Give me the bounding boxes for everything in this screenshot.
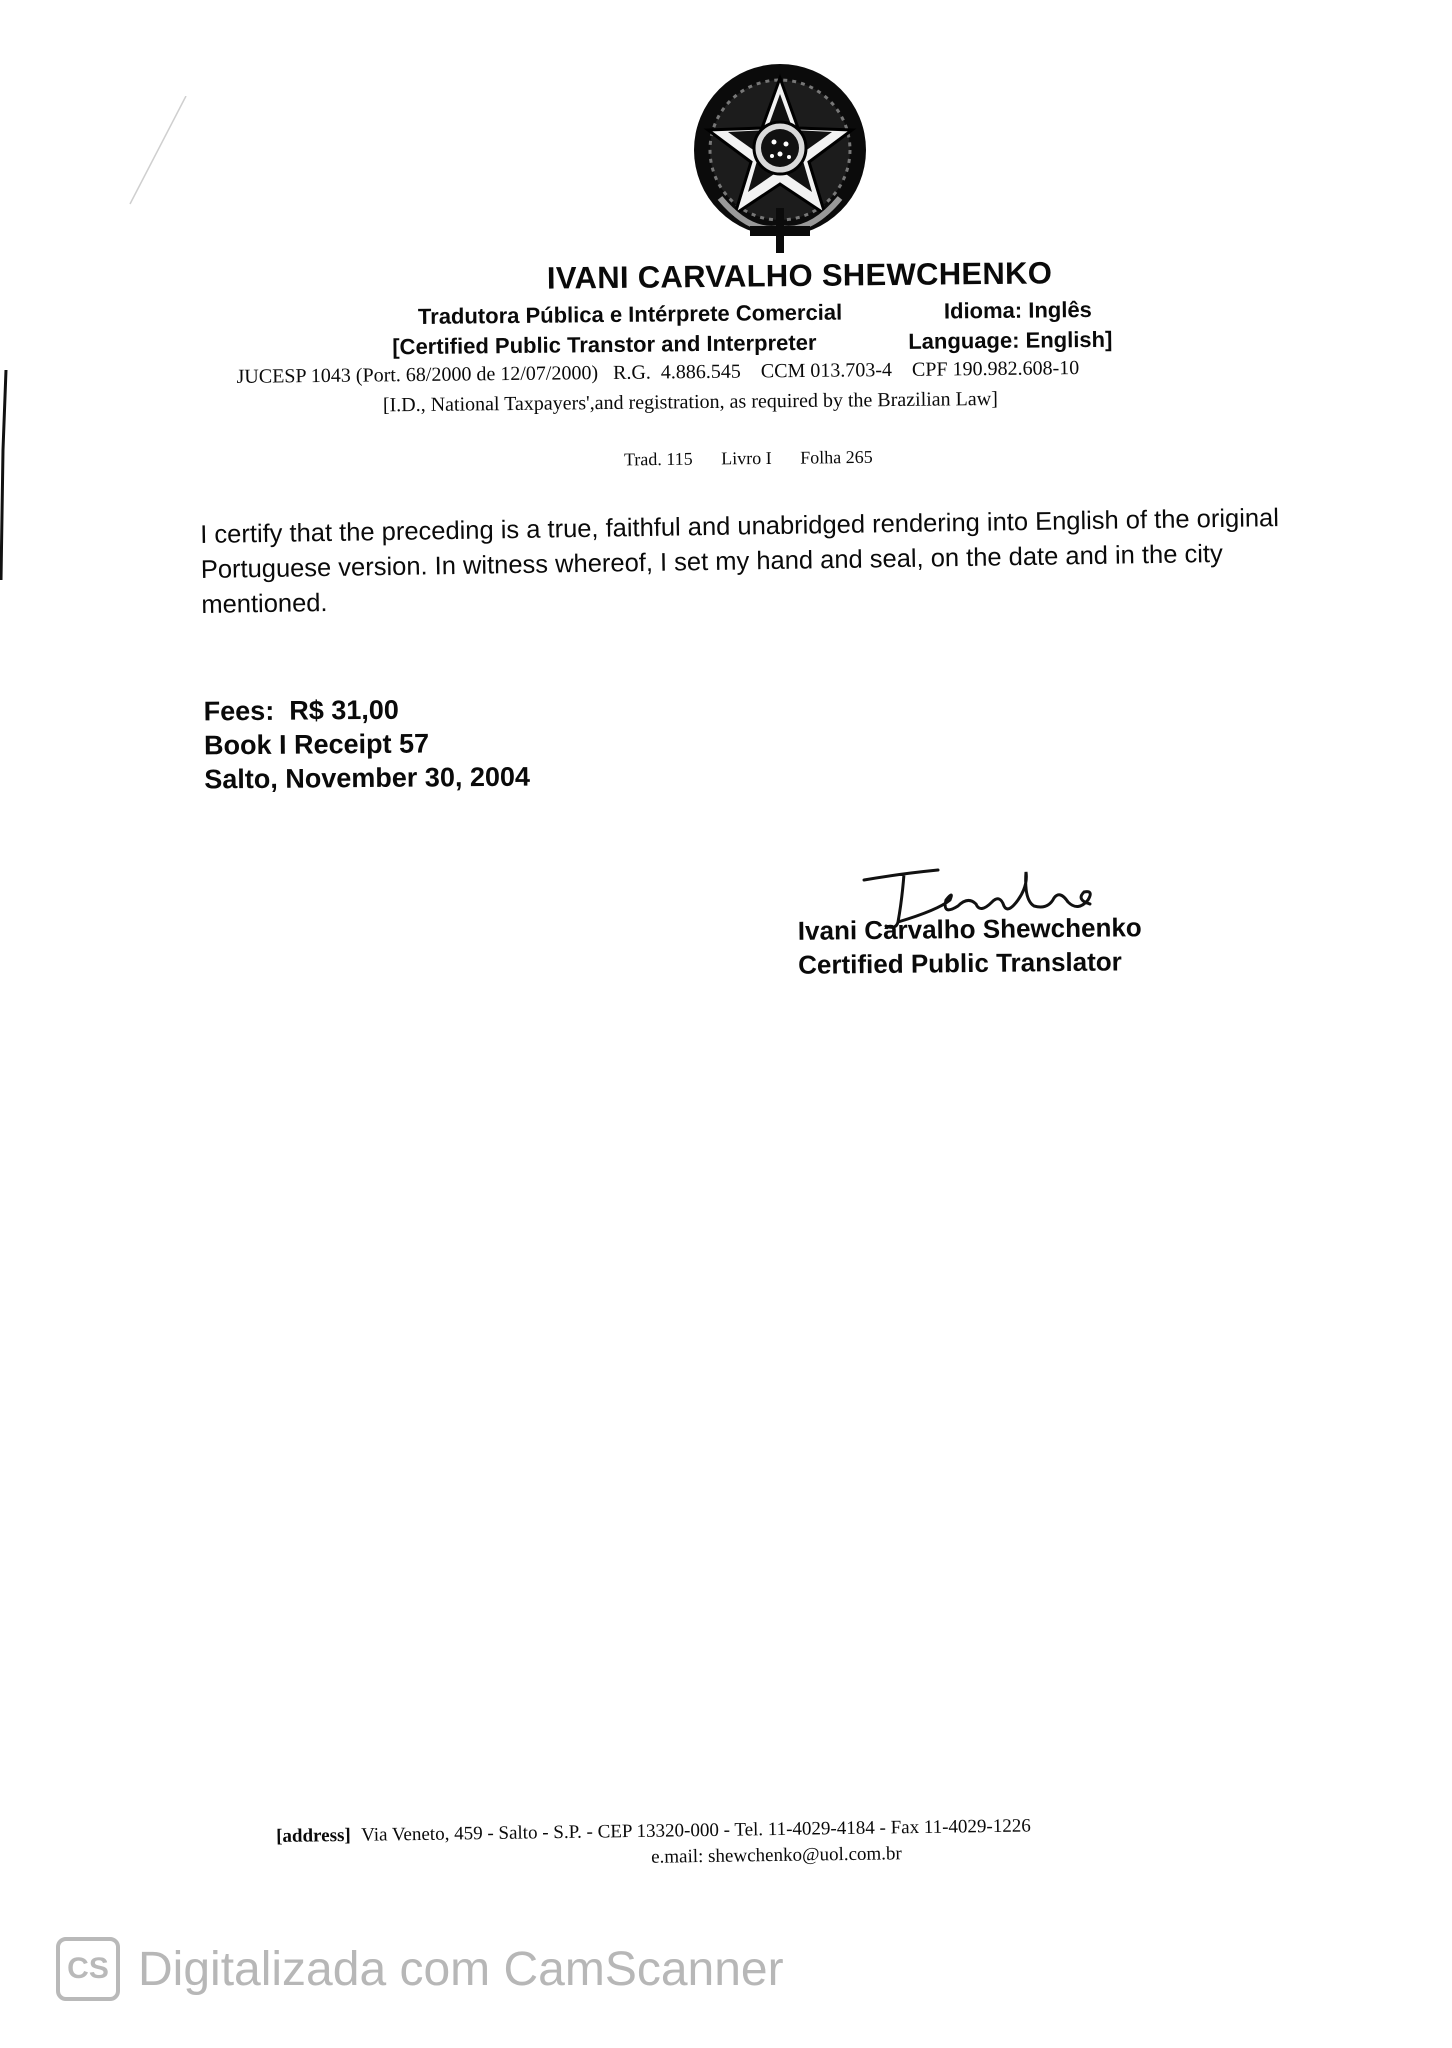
language-english: Language: English] bbox=[908, 326, 1113, 354]
scan-edge-mark bbox=[0, 370, 10, 580]
language-portuguese: Idioma: Inglês bbox=[943, 296, 1092, 324]
camscanner-watermark bbox=[56, 1935, 784, 2003]
certification-paragraph: I certify that the preceding is a true, faithful and unabridged rendering into English of the original Portuguese version. In witness whereof, I set my hand and seal, on the date and in the city mentioned. bbox=[200, 504, 1280, 619]
coat-of-arms-seal bbox=[690, 58, 870, 258]
camscanner-logo-icon: CS bbox=[56, 1937, 120, 2001]
folha-number: Folha 265 bbox=[800, 446, 873, 468]
registry-note: [I.D., National Taxpayers',and registration, as required by the Brazilian Law] bbox=[382, 387, 998, 417]
title-portuguese: Tradutora Pública e Intérprete Comercial bbox=[417, 299, 843, 329]
footer-contact bbox=[276, 1812, 1277, 1874]
signatory-block bbox=[798, 910, 1143, 982]
fees-block bbox=[204, 692, 531, 797]
trad-number: Trad. 115 bbox=[623, 448, 693, 470]
registry-numbers: JUCESP 1043 (Port. 68/2000 de 12/07/2000) R.G. 4.886.545 CCM 013.703-4 CPF 190.982.608-10 bbox=[236, 357, 1080, 388]
scan-edge-faint bbox=[128, 96, 188, 206]
fees-amount: Fees: R$ 31,00 bbox=[203, 694, 399, 727]
translation-reference bbox=[624, 447, 897, 471]
address-label: [address] bbox=[276, 1824, 351, 1847]
address-text: Via Veneto, 459 - Salto - S.P. - CEP 13320-000 - Tel. 11-4029-4184 - Fax 11-4029-1226 bbox=[361, 1815, 1031, 1846]
livro-number: Livro I bbox=[721, 447, 772, 469]
place-date: Salto, November 30, 2004 bbox=[204, 761, 531, 795]
title-english: [Certified Public Transtor and Interpreter bbox=[392, 329, 817, 360]
watermark-text: Digitalizada com CamScanner bbox=[138, 1942, 784, 1996]
signatory-name: Ivani Carvalho Shewchenko bbox=[797, 912, 1142, 946]
email-text: e.mail: shewchenko@uol.com.br bbox=[650, 1843, 902, 1868]
signatory-role: Certified Public Translator bbox=[798, 946, 1122, 980]
book-receipt: Book I Receipt 57 bbox=[203, 728, 430, 761]
translator-name-heading: IVANI CARVALHO SHEWCHENKO bbox=[546, 255, 1053, 296]
